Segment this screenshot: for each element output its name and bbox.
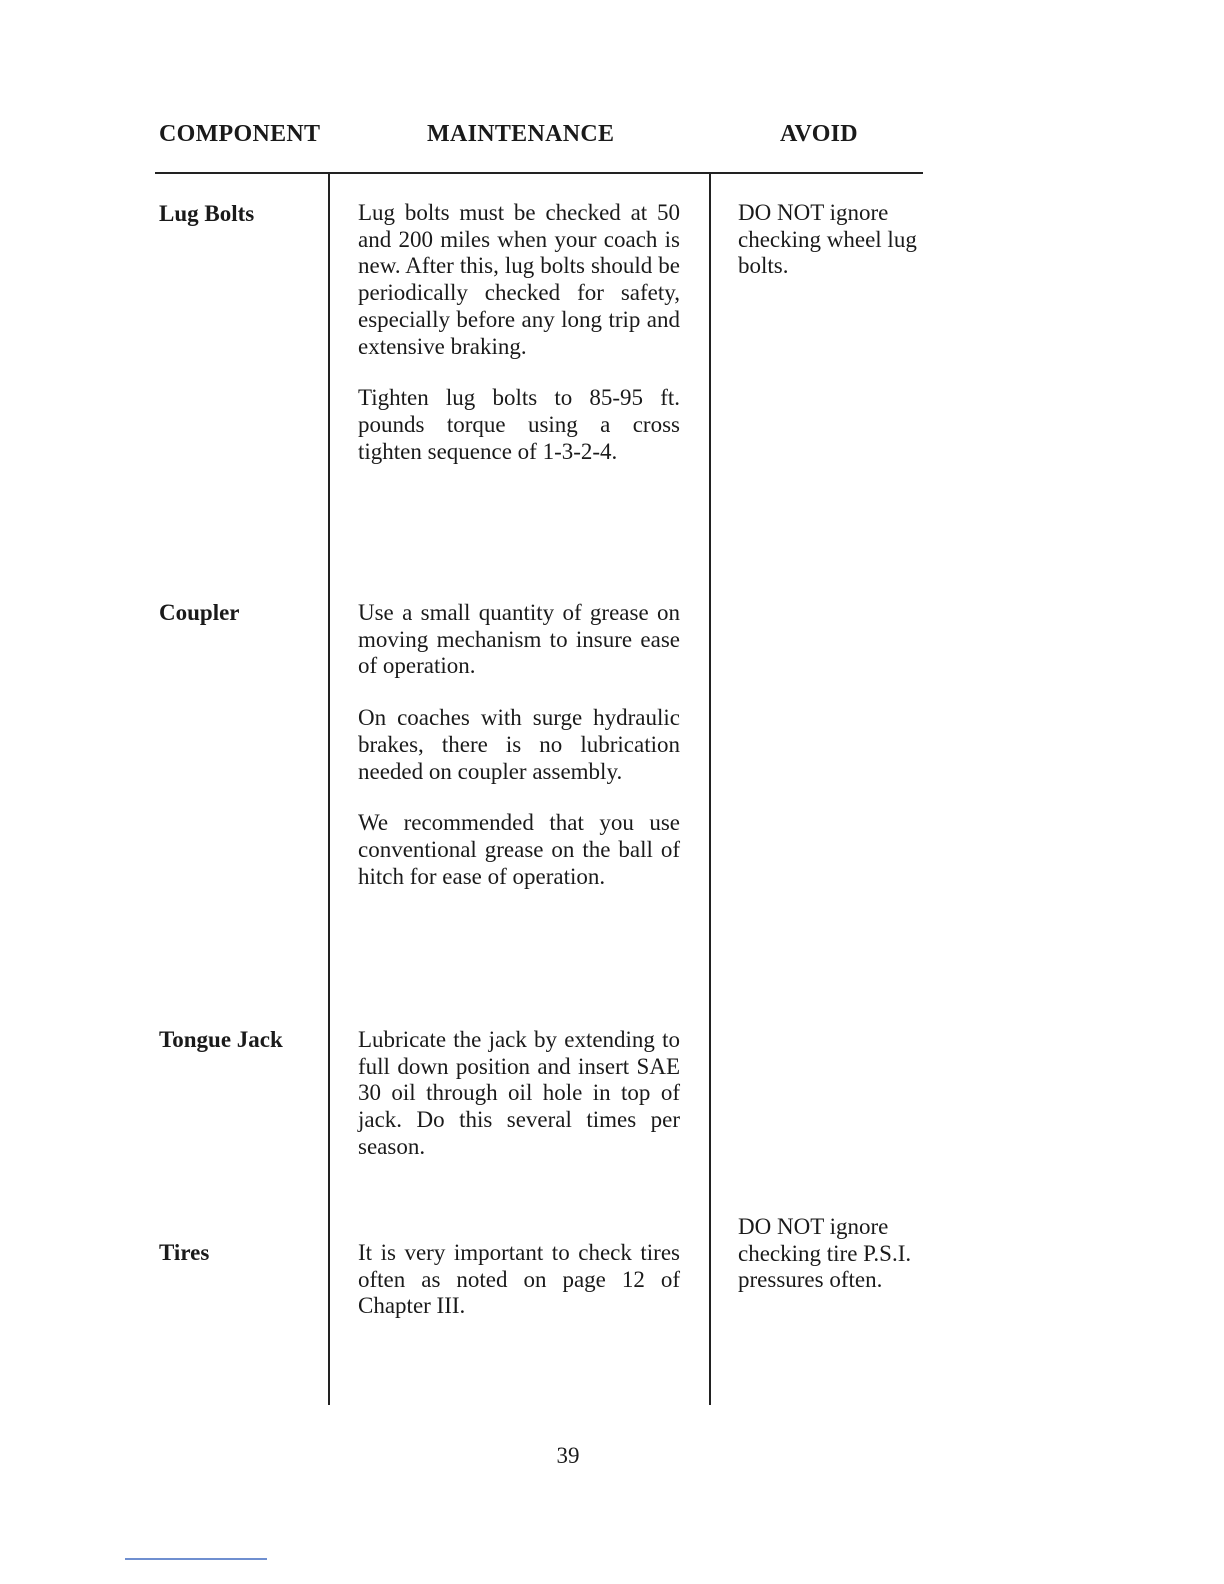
column-divider-left <box>328 173 330 1405</box>
maintenance-paragraph: It is very important to check tires often as noted on page 12 of Chapter III. <box>358 1240 680 1319</box>
avoid-text: DO NOT ignore checking wheel lug bolts. <box>738 200 917 279</box>
maintenance-paragraph: Use a small quantity of grease on moving mechanism to insure ease of operation. <box>358 600 680 679</box>
column-divider-right <box>709 173 711 1405</box>
maintenance-coupler <box>358 600 680 915</box>
maintenance-paragraph: We recommended that you use conventional grease on the ball of hitch for ease of operation. <box>358 810 680 889</box>
avoid-lug-bolts <box>738 200 922 280</box>
component-coupler: Coupler <box>159 600 240 625</box>
avoid-tires <box>738 1214 922 1294</box>
maintenance-tongue-jack <box>358 1027 680 1186</box>
scan-edge-mark <box>125 1558 267 1560</box>
maintenance-paragraph: On coaches with surge hydraulic brakes, there is no lubrication needed on coupler assembly. <box>358 705 680 784</box>
component-lug-bolts: Lug Bolts <box>159 201 255 226</box>
page-number: 39 <box>556 1443 580 1468</box>
component-tongue-jack: Tongue Jack <box>159 1027 283 1052</box>
column-header-component: COMPONENT <box>159 121 321 147</box>
maintenance-lug-bolts <box>358 200 680 490</box>
component-tires: Tires <box>159 1240 210 1265</box>
maintenance-paragraph: Tighten lug bolts to 85-95 ft. pounds torque using a cross tighten sequence of 1-3-2-4. <box>358 385 680 464</box>
header-rule <box>155 172 923 174</box>
column-header-maintenance: MAINTENANCE <box>427 121 615 147</box>
column-header-avoid: AVOID <box>780 121 858 147</box>
maintenance-paragraph: Lug bolts must be checked at 50 and 200 miles when your coach is new. After this, lug bolts should be periodically checked for safety, especially before any long trip and extensive braking. <box>358 200 680 359</box>
avoid-text: DO NOT ignore checking tire P.S.I. pressures often. <box>738 1214 912 1293</box>
maintenance-tires <box>358 1240 680 1345</box>
maintenance-paragraph: Lubricate the jack by extending to full down position and insert SAE 30 oil through oil hole in top of jack. Do this several times per season. <box>358 1027 680 1159</box>
